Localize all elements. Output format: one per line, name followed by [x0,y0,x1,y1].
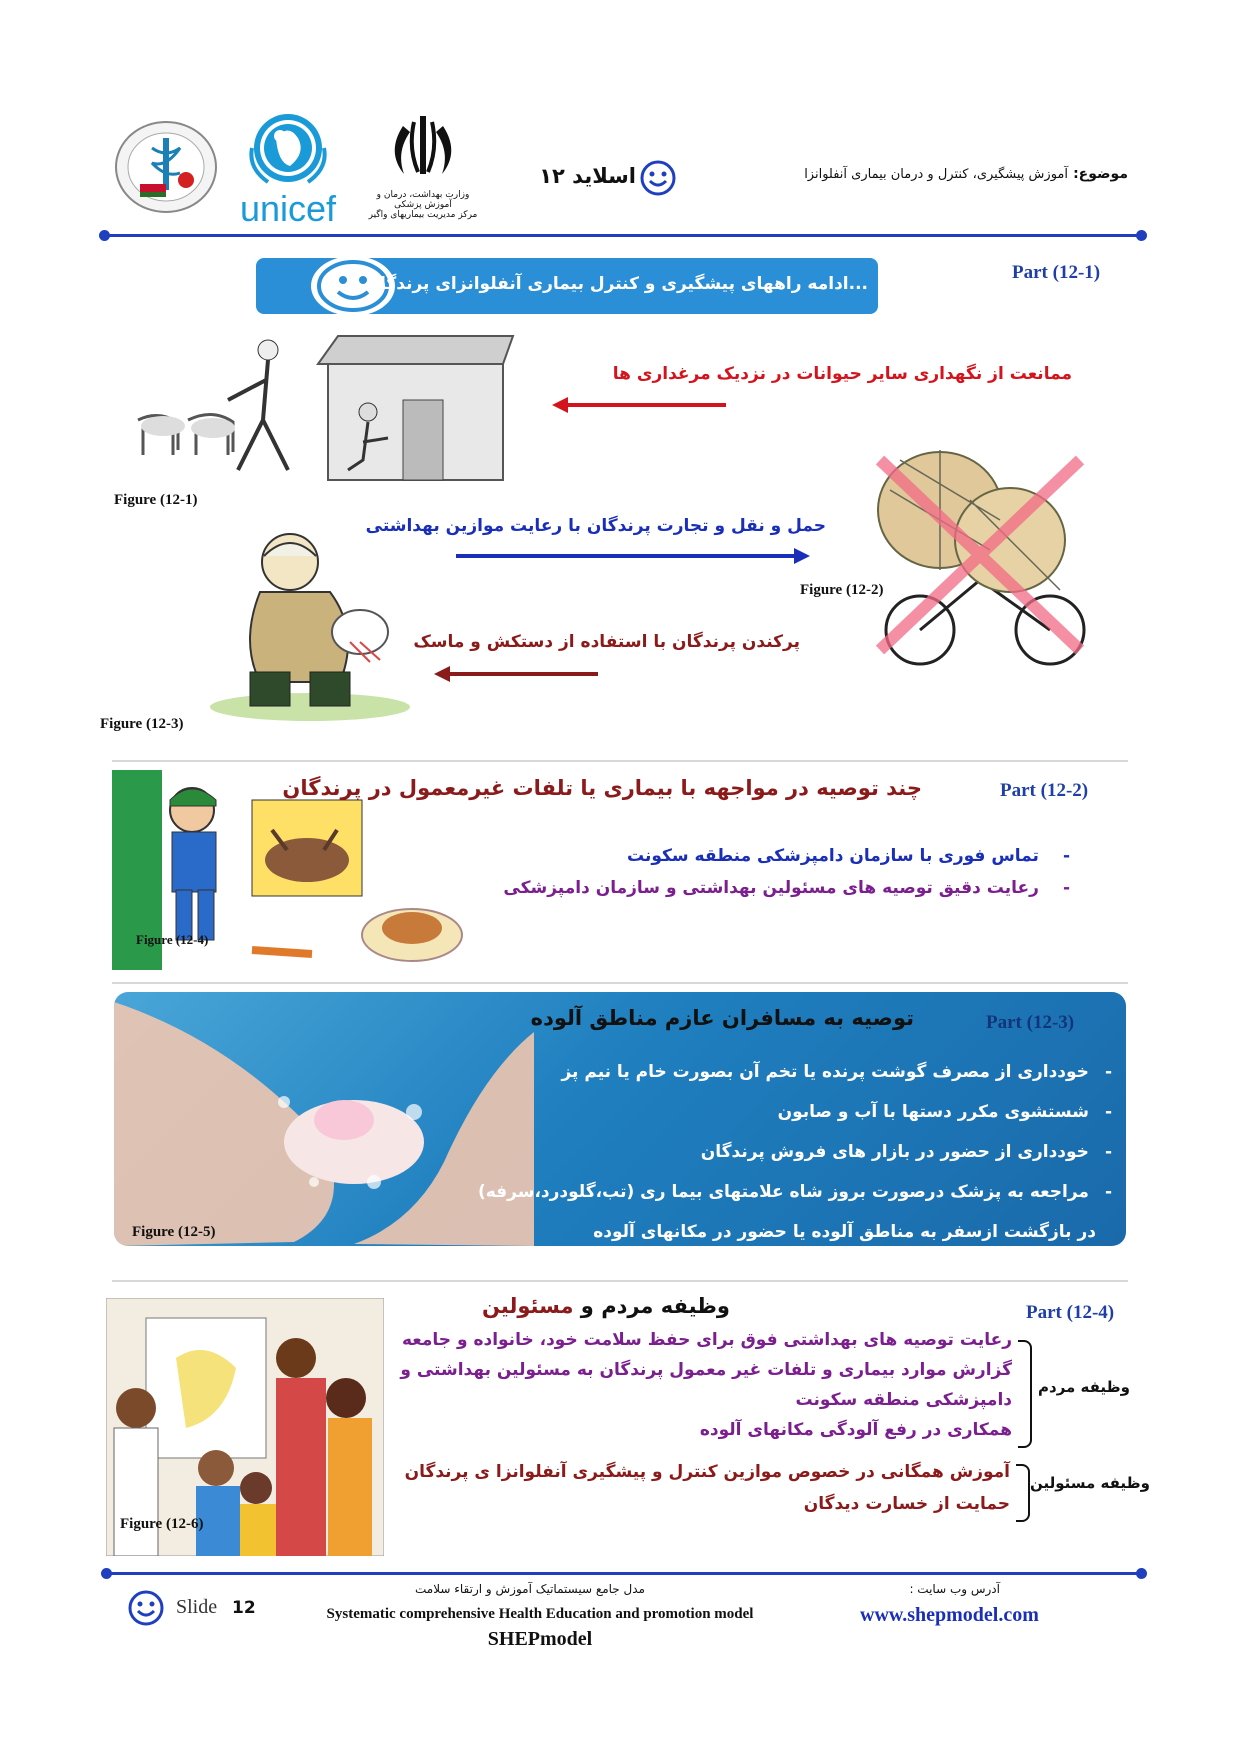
section-separator-2 [112,982,1128,984]
smiley-icon [640,160,676,196]
list-item [627,846,1070,866]
footer-slide-group [128,1590,268,1630]
section4-title-people: وظیفه مردم [601,1294,730,1318]
dash-bullet: - [1062,846,1070,866]
officials-item-1: آموزش همگانی در خصوص موازین کنترل و پیشگیری آنفلوانزا ی پرندگان [404,1462,1010,1482]
ministry-line-1: وزارت بهداشت، درمان و آموزش پزشکی [376,190,470,210]
section3-item-2: شستشوی مکرر دستها با آب و صابون [777,1102,1089,1122]
list-item [561,1062,1112,1082]
figure-12-2-image [860,430,1100,670]
section3-panel [114,992,1126,1246]
part-12-2: Part (12-2) [1000,780,1089,801]
footer-website-label: آدرس وب سایت : [909,1582,1000,1596]
figure-12-3-label: Figure (12-3) [100,716,184,732]
section2-item-1: تماس فوری با سازمان دامپزشکی منطقه سکونت [626,846,1039,866]
dash-bullet: - [1104,1062,1112,1082]
footer-smiley-icon [128,1590,164,1626]
section3-item-5: در بازگشت ازسفر به مناطق آلوده یا حضور در مکانهای آلوده [593,1222,1096,1242]
section1-item-1: ممانعت از نگهداری سایر حیوانات در نزدیک مرغداری ها [612,364,1072,384]
subject-line [804,163,1128,182]
footer-slide-number: 12 [232,1598,256,1618]
people-duty-label [1038,1378,1130,1396]
dash-bullet: - [1104,1182,1112,1202]
dash-bullet: - [1104,1102,1112,1122]
unicef-logo [228,108,348,229]
list-item [478,1182,1112,1202]
figure-12-6-label: Figure (12-6) [120,1516,204,1532]
footer-website-link[interactable]: www.shepmodel.com [860,1604,1039,1626]
ministry-logo [368,112,478,224]
section3-item-3: خودداری از حضور در بازار های فروش پرندگان [700,1142,1089,1162]
slide-title: اسلاید ۱۲ [539,164,636,188]
dash-bullet: - [1062,878,1070,898]
section2-list [370,846,1070,916]
part-12-4: Part (12-4) [1026,1302,1115,1323]
subject-text: آموزش پیشگیری، کنترل و درمان بیماری آنفلوانزا [804,167,1068,182]
ministry-line-2: مرکز مدیریت بیماریهای واگیر [368,210,478,220]
people-duty-list [372,1330,1012,1450]
footer-model-fa: مدل جامع سیستماتیک آموزش و ارتقاء سلامت [415,1582,645,1596]
section3-title: توصیه به مسافران عازم مناطق آلوده [530,1006,914,1030]
list-item [796,1390,1012,1410]
list-item [701,1142,1112,1162]
people-bracket [1018,1340,1032,1448]
list-item [400,1360,1012,1380]
figure-12-3-image [200,522,420,722]
section3-item-1: خودداری از مصرف گوشت پرنده یا تخم آن بصورت خام یا نیم پز [561,1062,1089,1082]
footer-rule [106,1572,1142,1575]
section1-item-2: حمل و نقل و تجارت پرندگان با رعایت موازین بهداشتی [365,516,826,536]
officials-duty-text: وظیفه مسئولین [1029,1474,1150,1492]
section4-title-and: و [573,1294,602,1318]
section4-title [482,1294,730,1318]
people-item-3: دامپزشکی منطقه سکونت [795,1390,1012,1410]
section-separator-1 [112,760,1128,762]
section2-title: چند توصیه در مواجهه با بیماری یا تلفات غیرمعمول در پرندگان [282,776,922,800]
unicef-wordmark: unicef [239,188,337,229]
footer-slide-label: Slide [176,1596,218,1618]
section3-item-4: مراجعه به پزشک درصورت بروز شاه علامتهای بیما ری (تب،گلودرد،سرفه) [477,1182,1089,1202]
list-item [593,1222,1112,1242]
people-item-1: رعایت توصیه های بهداشتی فوق برای حفظ سلامت خود، خانواده و جامعه [401,1330,1012,1350]
figure-12-5-label: Figure (12-5) [132,1224,216,1240]
header-rule-dot-right [1136,230,1147,241]
figure-12-4-label: Figure (12-4) [136,932,209,947]
dash-bullet: - [1104,1142,1112,1162]
section1-item-3: پرکندن پرندگان با استفاده از دستکش و ماسک [413,632,800,652]
footer-model-en: Systematic comprehensive Health Education and promotion model [326,1606,754,1622]
figure-12-1-label: Figure (12-1) [114,492,198,508]
slide-title-group [540,158,680,198]
section3-list [477,1062,1112,1242]
section2-item-2: رعایت دقیق توصیه های مسئولین بهداشتی و سازمان دامپزشکی [503,878,1039,898]
right-arrow-blue [456,554,796,558]
officials-duty-label [1030,1474,1150,1492]
list-item [405,1462,1010,1482]
part-12-1: Part (12-1) [1012,262,1101,283]
officials-duty-list [370,1462,1010,1526]
section1-banner [256,258,878,314]
header-rule [104,234,1142,237]
officials-item-2: حمایت از خسارت دیدگان [803,1494,1010,1514]
figure-12-1-image [118,330,538,490]
list-item [503,878,1070,898]
people-item-2: گزارش موارد بیماری و تلفات غیر معمول پرندگان به مسئولین بهداشتی و [400,1360,1012,1380]
subject-label: موضوع: [1073,166,1128,182]
section-separator-3 [112,1280,1128,1282]
footer-rule-dot-right [1136,1568,1147,1579]
figure-12-2-label: Figure (12-2) [800,582,884,598]
left-arrow-brown [448,672,598,676]
health-education-logo [112,118,220,216]
section4-title-officials: مسئولین [482,1294,574,1318]
figure-12-5-image [114,992,544,1246]
list-item [804,1494,1010,1514]
part-12-3: Part (12-3) [986,1012,1075,1033]
list-item [402,1330,1012,1350]
list-item [778,1102,1112,1122]
left-arrow-red [566,403,726,407]
section1-banner-text: ...ادامه راههای پیشگیری و کنترل بیماری آنفلوانزای پرندگان [365,274,868,294]
people-item-4: همکاری در رفع آلودگی مکانهای آلوده [699,1420,1012,1440]
list-item [700,1420,1012,1440]
people-duty-text: وظیفه مردم [1038,1378,1130,1396]
officials-bracket [1016,1464,1030,1522]
footer-model-short: SHEPmodel [487,1628,593,1650]
